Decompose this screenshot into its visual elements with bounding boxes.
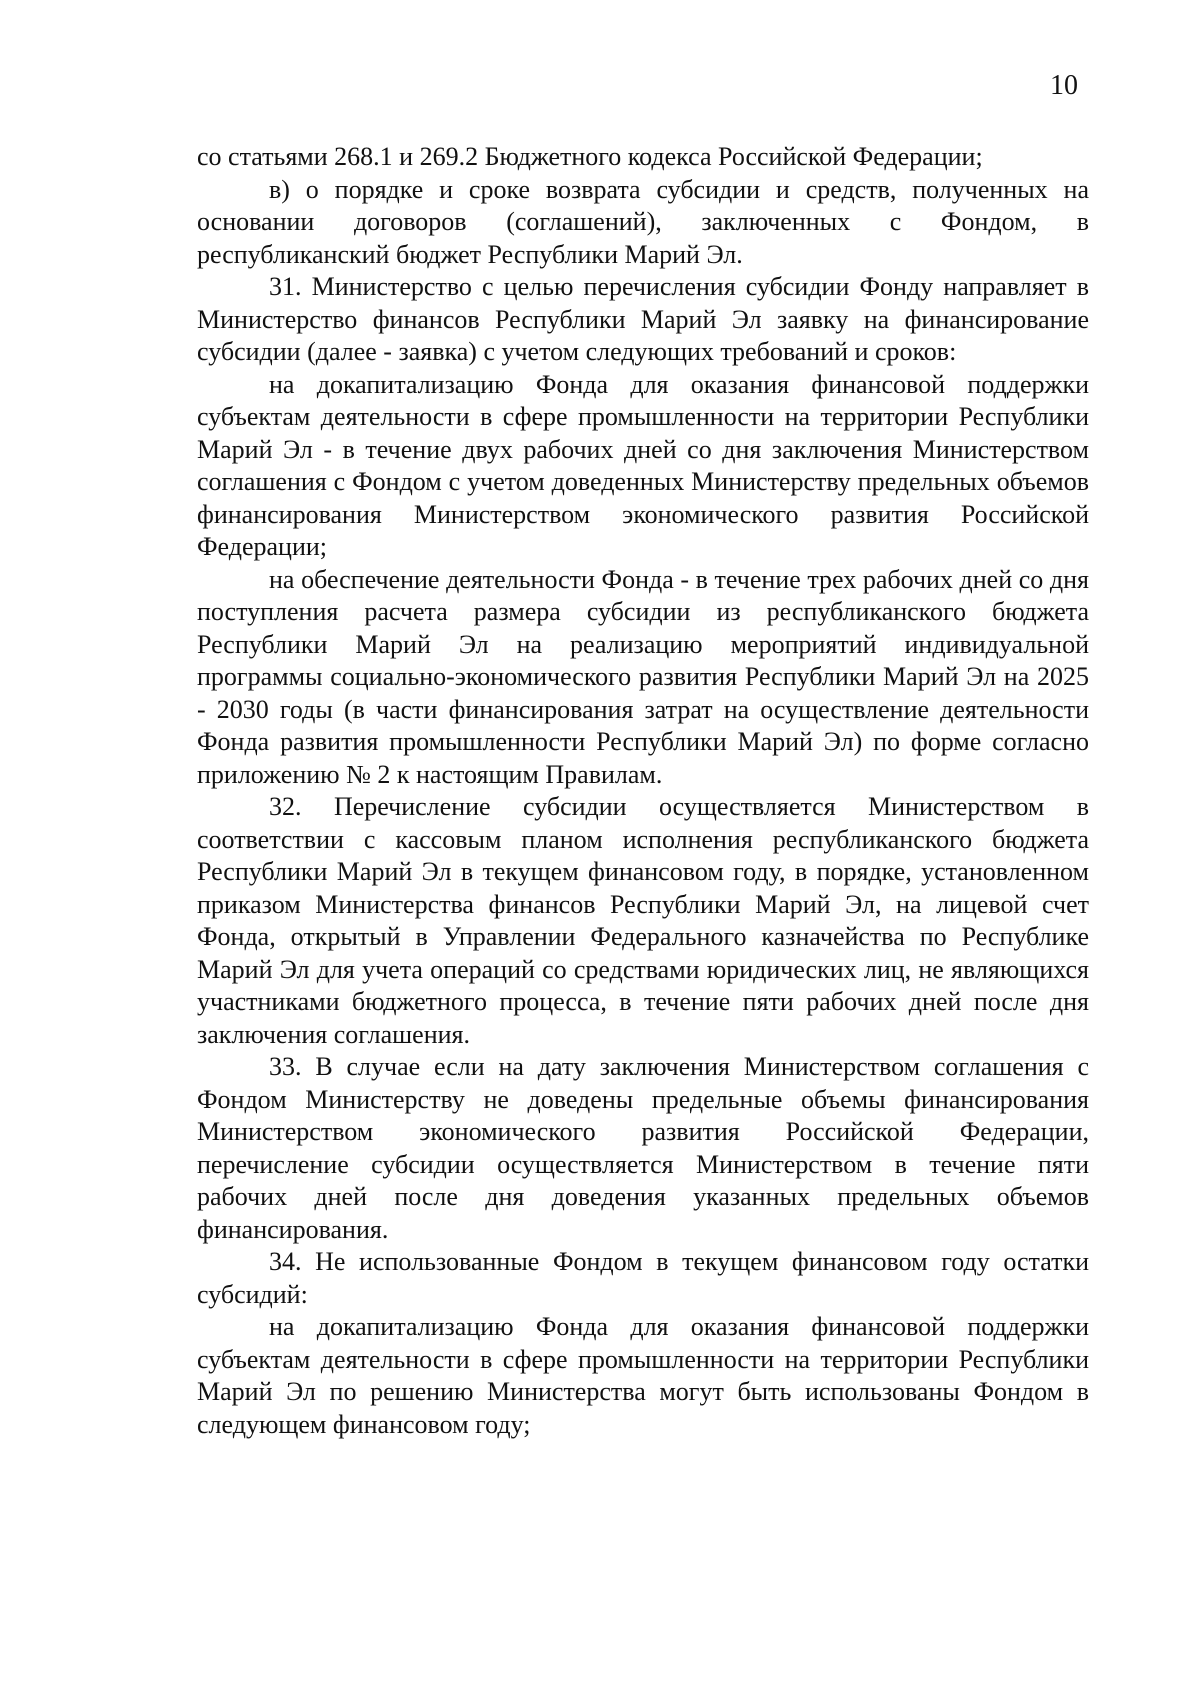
paragraph: на докапитализацию Фонда для оказания финансовой поддержки субъектам деятельности в сфере промышленности на территории Республики Марий Эл по решению Министерства могут быть использованы Фондом в следующем финансовом году;	[197, 1312, 1089, 1439]
paragraph: со статьями 268.1 и 269.2 Бюджетного кодекса Российской Федерации;	[197, 142, 983, 171]
paragraph-31: 31. Министерство с целью перечисления субсидии Фонду направляет в Министерство финансов Республики Марий Эл заявку на финансирование субсидии (далее - заявка) с учетом следующих требований и сроков:	[197, 272, 1089, 366]
paragraph: на докапитализацию Фонда для оказания финансовой поддержки субъектам деятельности в сфере промышленности на территории Республики Марий Эл - в течение двух рабочих дней со дня заключения Министерством соглашения с Фондом с учетом доведенных Министерству предельных объемов финансирования Министерством экономического развития Российской Федерации;	[197, 369, 1089, 561]
document-body	[197, 141, 1089, 1441]
paragraph: в) о порядке и сроке возврата субсидии и средств, полученных на основании договоров (соглашений), заключенных с Фондом, в республиканский бюджет Республики Марий Эл.	[197, 174, 1089, 269]
paragraph: на обеспечение деятельности Фонда - в течение трех рабочих дней со дня поступления расчета размера субсидии из республиканского бюджета Республики Марий Эл на реализацию мероприятий индивидуальной программы социально-экономического развития Республики Марий Эл на 2025 - 2030 годы (в части финансирования затрат на осуществление деятельности Фонда развития промышленности Республики Марий Эл) по форме согласно приложению № 2 к настоящим Правилам.	[197, 564, 1089, 789]
paragraph-34: 34. Не использованные Фондом в текущем финансовом году остатки субсидий:	[197, 1247, 1089, 1309]
paragraph-32: 32. Перечисление субсидии осуществляется Министерством в соответствии с кассовым планом исполнения республиканского бюджета Республики Марий Эл в текущем финансовом году, в порядке, установленном приказом Министерства финансов Республики Марий Эл, на лицевой счет Фонда, открытый в Управлении Федерального казначейства по Республике Марий Эл для учета операций со средствами юридических лиц, не являющихся участниками бюджетного процесса, в течение пяти рабочих дней после дня заключения соглашения.	[197, 792, 1089, 1049]
paragraph-33: 33. В случае если на дату заключения Министерством соглашения с Фондом Министерству не доведены предельные объемы финансирования Министерством экономического развития Российской Федерации, перечисление субсидии осуществляется Министерством в течение пяти рабочих дней после дня доведения указанных предельных объемов финансирования.	[197, 1052, 1089, 1244]
page-number: 10	[1050, 70, 1078, 101]
